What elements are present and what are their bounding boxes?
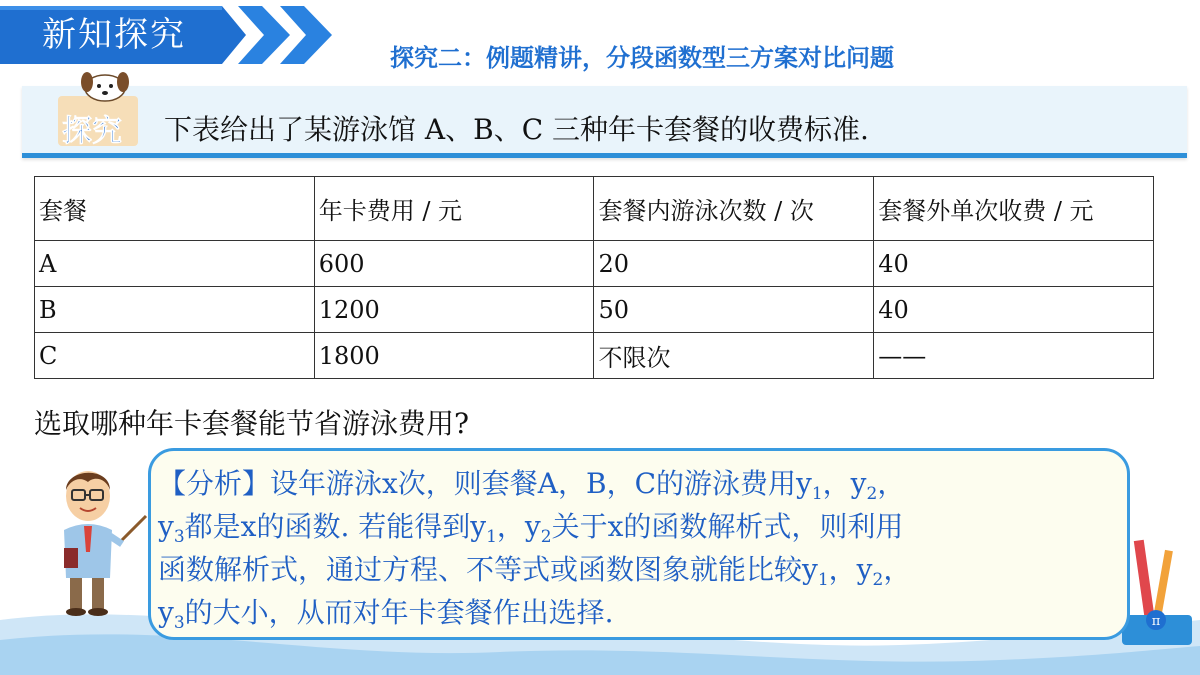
page-subtitle: 探究二：例题精讲，分段函数型三方案对比问题 [390, 44, 894, 72]
analysis-fragment: ，y [822, 467, 867, 500]
analysis-line [158, 591, 1108, 634]
table-row [35, 333, 1154, 379]
analysis-fragment: 的大小，从而对年卡套餐作出选择. [184, 596, 614, 629]
subscript: 1 [811, 484, 823, 504]
subscript: 3 [173, 527, 185, 547]
table-cell: 1200 [314, 287, 594, 333]
table-header-cell: 套餐外单次收费 / 元 [874, 177, 1154, 241]
analysis-line [158, 462, 1108, 505]
table-cell: C [35, 333, 315, 379]
analysis-fragment: 【分析】设年游泳x次，则套餐A，B，C的游泳费用y [158, 467, 812, 500]
table-header-cell: 套餐内游泳次数 / 次 [594, 177, 874, 241]
question-text: 选取哪种年卡套餐能节省游泳费用? [34, 407, 470, 440]
fee-table [34, 176, 1154, 379]
table-cell: A [35, 241, 315, 287]
table-row [35, 241, 1154, 287]
table-cell: 600 [314, 241, 594, 287]
table-cell: B [35, 287, 315, 333]
section-title: 新知探究 [42, 15, 186, 55]
table-header-cell: 年卡费用 / 元 [314, 177, 594, 241]
puppy-icon [72, 66, 138, 102]
analysis-fragment: ，y [828, 553, 873, 586]
subscript: 1 [817, 570, 829, 590]
subscript: 1 [486, 527, 497, 547]
teacher-illustration [50, 460, 150, 620]
analysis-fragment: y [158, 596, 174, 629]
subscript: 3 [173, 613, 185, 633]
analysis-fragment: 关于x的函数解析式，则利用 [551, 510, 904, 543]
table-cell: 不限次 [594, 333, 874, 379]
table-header-cell: 套餐 [35, 177, 315, 241]
table-cell: —— [874, 333, 1154, 379]
analysis-fragment: ，y [496, 510, 541, 543]
table-cell: 50 [594, 287, 874, 333]
table-cell: 20 [594, 241, 874, 287]
analysis-fragment: ， [877, 467, 906, 500]
subscript: 2 [866, 484, 878, 504]
analysis-fragment: ， [883, 553, 912, 586]
table-row [35, 287, 1154, 333]
explore-statement: 下表给出了某游泳馆 A、B、C 三种年卡套餐的收费标准. [164, 113, 869, 146]
analysis-line [158, 548, 1108, 591]
analysis-text [158, 462, 1108, 634]
table-cell: 40 [874, 287, 1154, 333]
table-header-row [35, 177, 1154, 241]
subscript: 2 [540, 527, 552, 547]
pi-symbol: π [1151, 614, 1161, 629]
analysis-fragment: 都是x的函数. 若能得到y [184, 510, 487, 543]
analysis-fragment: 函数解析式，通过方程、不等式或函数图象就能比较y [158, 553, 818, 586]
table-cell: 40 [874, 241, 1154, 287]
analysis-fragment: y [158, 510, 174, 543]
explore-tag-label: 探究 [62, 114, 122, 149]
analysis-line [158, 505, 1108, 548]
subscript: 2 [872, 570, 884, 590]
table-cell: 1800 [314, 333, 594, 379]
